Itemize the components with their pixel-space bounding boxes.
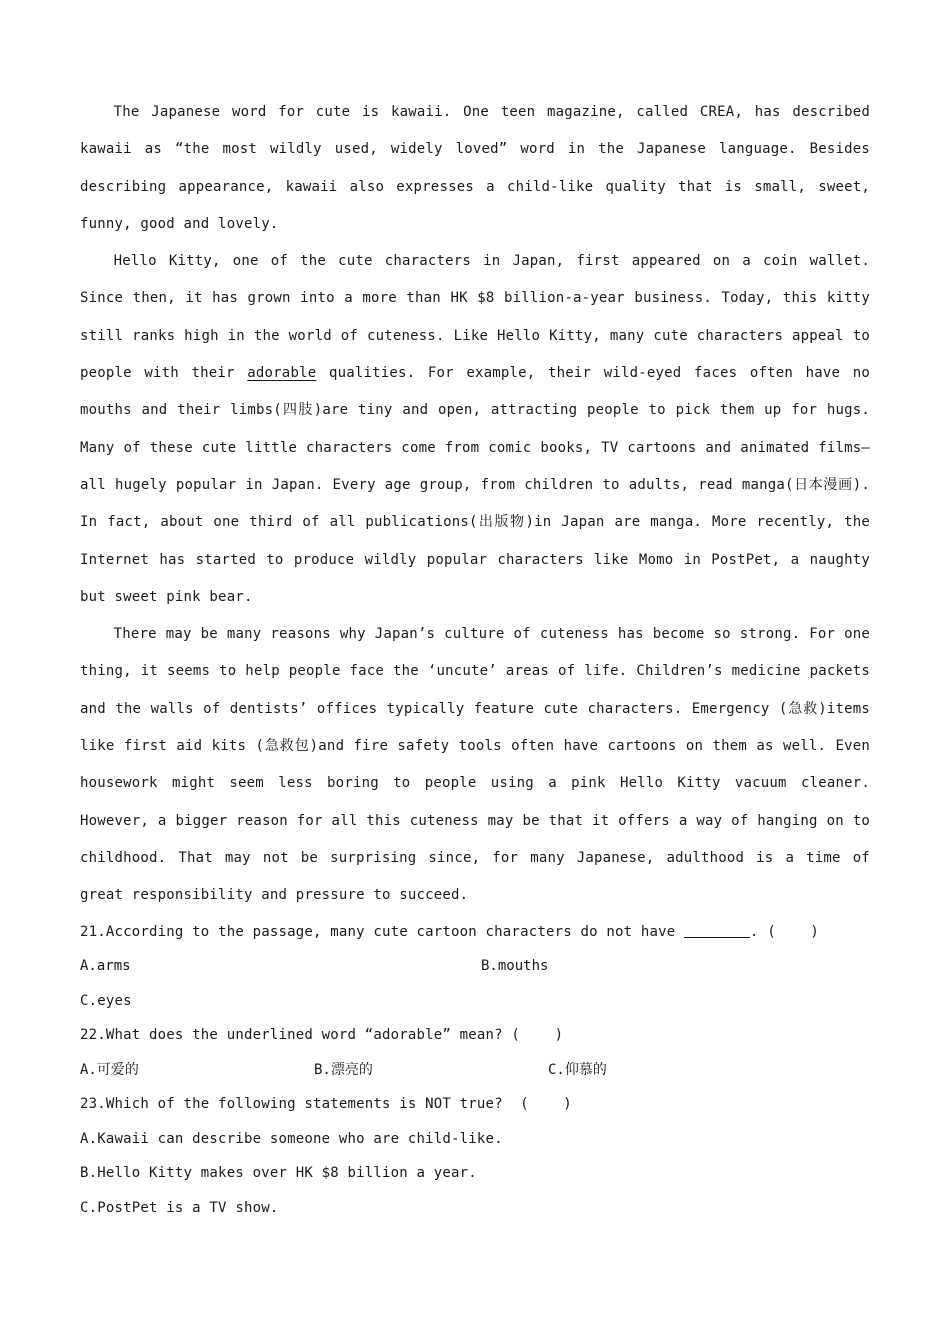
question-23-option-a: A.Kawaii can describe someone who are child-like. — [80, 1130, 503, 1147]
question-21-stem-end: . ( ) — [750, 923, 820, 940]
passage-paragraph-2 — [80, 243, 870, 616]
question-23-option-c: C.PostPet is a TV show. — [80, 1199, 279, 1216]
passage-paragraph-1: The Japanese word for cute is kawaii. One teen magazine, called CREA, has described kawaii as “the most wildly used, widely loved” word in the Japanese language. Besides describing appearance, kawaii also expresses a child-like quality that is small, sweet, funny, good and lovely. — [80, 104, 870, 232]
answer-blank — [684, 923, 750, 938]
question-21-stem-start: 21.According to the passage, many cute cartoon characters do not have — [80, 923, 685, 940]
paragraph-2-text-start: Hello Kitty, one of the cute characters in Japan, first appeared on a coin wallet. Since then, it has grown into a more than HK $8 billion-a-year business. Today, this kitty still ranks high in the world of cuteness. Like Hello Kitty, many cute characters appeal to people with their — [80, 253, 870, 382]
paragraph-2-text-end: qualities. For example, their wild-eyed faces often have no mouths and their limbs(四肢)are tiny and open, attracting people to pick them up for hugs. Many of these cute little characters come from comic books, TV cartoons and animated films—all hugely popular in Japan. Every age group, from children to adults, read manga(日本漫画). In fact, about one third of all publications(出版物)in Japan are manga. More recently, the Internet has started to produce wildly popular characters like Momo in PostPet, a naughty but sweet pink bear. — [80, 365, 870, 605]
question-22-option-a: A.可爱的 — [80, 1061, 139, 1078]
question-22-options-row — [80, 1053, 870, 1088]
document-page — [80, 94, 870, 1225]
question-section — [80, 915, 870, 1226]
passage-paragraph-3: There may be many reasons why Japan’s culture of cuteness has become so strong. For one thing, it seems to help people face the ‘uncute’ areas of life. Children’s medicine packets and the walls of dentists’ offices typically feature cute characters. Emergency (急救)items like first aid kits (急救包)and fire safety tools often have cartoons on them as well. Even housework might seem less boring to people using a pink Hello Kitty vacuum cleaner. However, a bigger reason for all this cuteness may be that it offers a way of hanging on to childhood. That may not be surprising since, for many Japanese, adulthood is a time of great responsibility and pressure to succeed. — [80, 626, 870, 904]
question-23: 23.Which of the following statements is NOT true? ( ) — [80, 1096, 572, 1113]
question-23-option-b: B.Hello Kitty makes over HK $8 billion a year. — [80, 1165, 477, 1182]
underlined-word: adorable — [247, 365, 317, 382]
question-22-option-c: C.仰慕的 — [548, 1061, 607, 1078]
question-21-option-c: C.eyes — [80, 992, 132, 1009]
question-21-option-b: B.mouths — [481, 958, 549, 975]
question-21-options-row — [80, 949, 870, 984]
question-22: 22.What does the underlined word “adorable” mean? ( ) — [80, 1027, 564, 1044]
question-21-option-a: A.arms — [80, 958, 131, 975]
question-21 — [80, 915, 870, 950]
question-22-option-b: B.漂亮的 — [314, 1061, 373, 1078]
